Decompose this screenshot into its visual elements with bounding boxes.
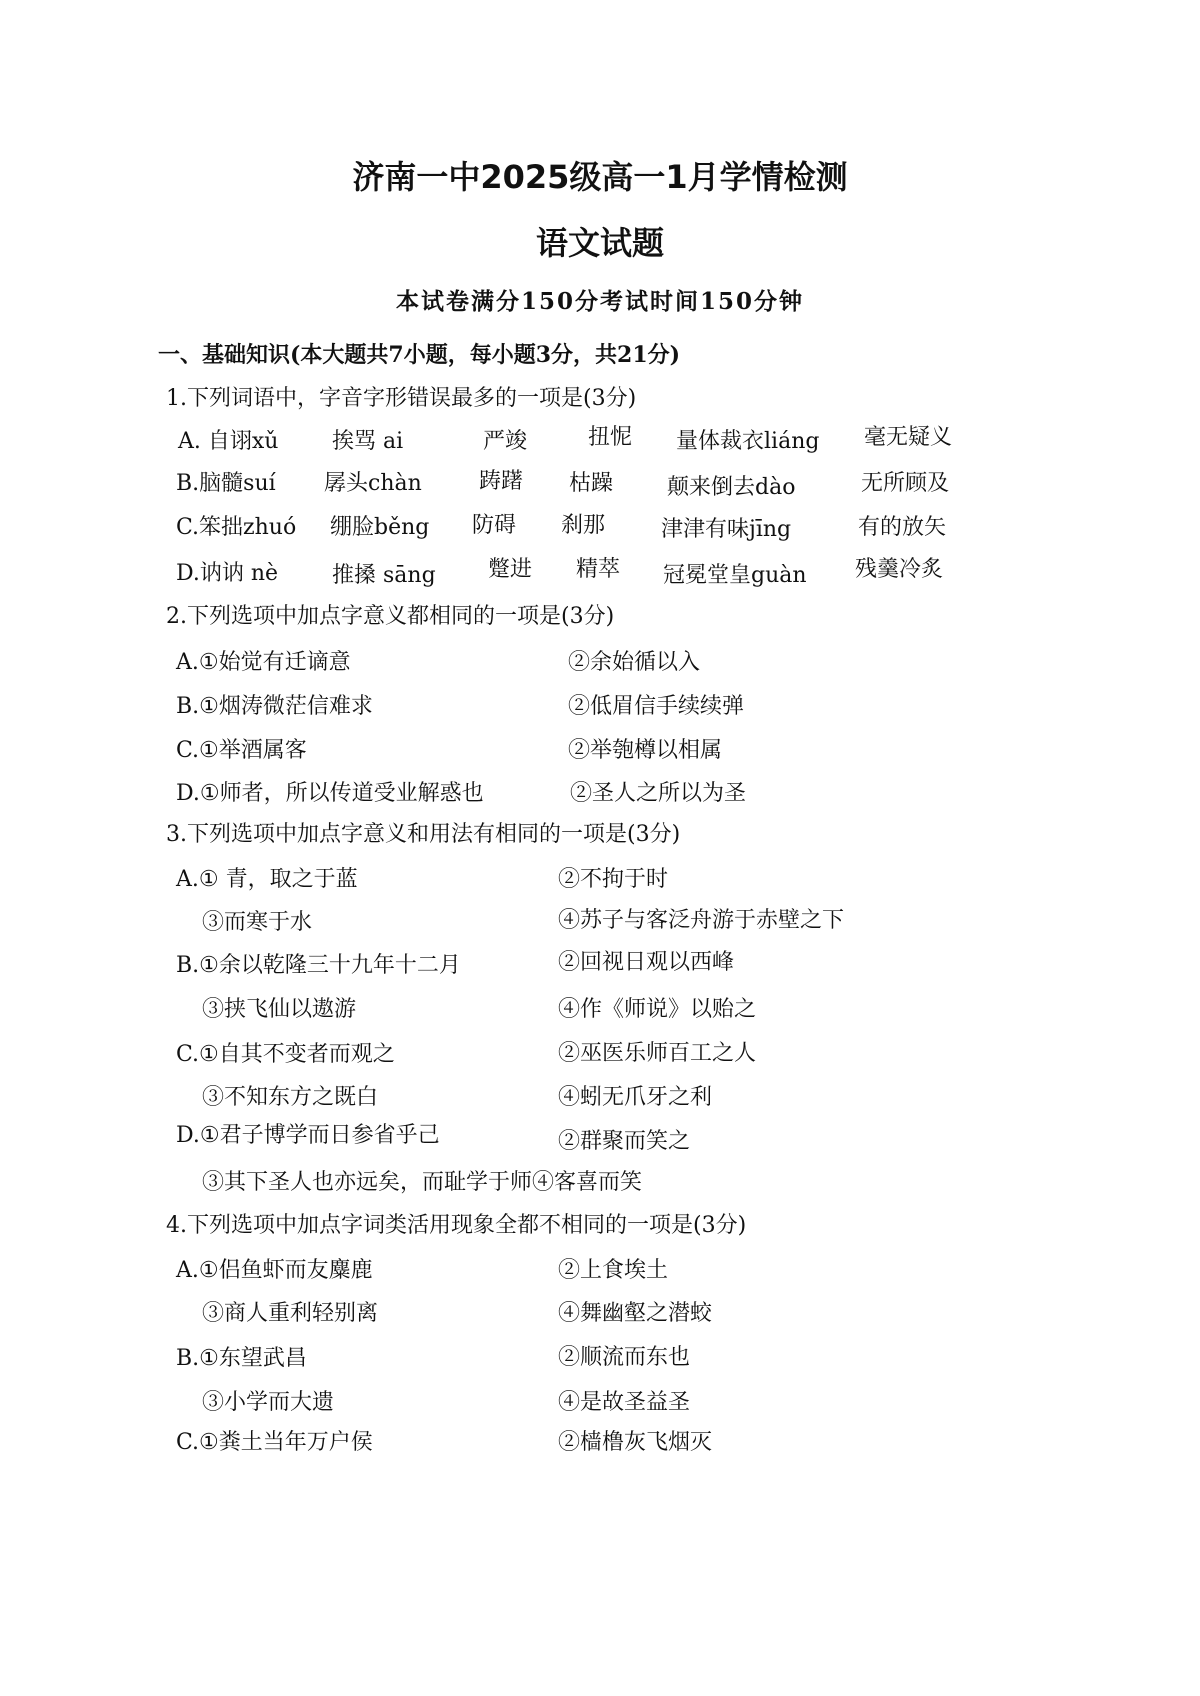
q1-option-b-word-1: B.脑髓suí: [176, 471, 276, 496]
q3-option-b-4: ④作《师说》以贻之: [558, 997, 757, 1022]
q1-option-b-word-3: 踌躇: [479, 469, 524, 494]
q4-option-b-3: ③小学而大遗: [202, 1390, 335, 1415]
q3-option-b-3: ③挟飞仙以遨游: [202, 997, 357, 1022]
q1-option-c-word-4: 刹那: [561, 513, 606, 538]
section-heading: 一、基础知识(本大题共7小题，每小题3分，共21分): [158, 342, 681, 368]
q1-option-c-word-3: 防碍: [472, 513, 517, 538]
q1-option-d-word-5: 冠冕堂皇guàn: [663, 563, 807, 588]
q1-option-d-word-3: 蹩进: [488, 557, 533, 582]
q4-option-a-2: ②上食埃土: [558, 1258, 669, 1283]
q3-option-a-1: A.① 青，取之于蓝: [176, 867, 358, 892]
question-4-stem: 4.下列选项中加点字词类活用现象全都不相同的一项是(3分): [166, 1213, 747, 1238]
q1-option-c-word-1: C.笨拙zhuó: [176, 515, 297, 540]
q4-option-b-1: B.①东望武昌: [176, 1346, 307, 1371]
q2-option-a-1: A.①始觉有迁谪意: [176, 650, 351, 675]
q1-option-c-word-6: 有的放矢: [858, 515, 947, 540]
q1-option-d-word-2: 推搡 sāng: [332, 563, 436, 588]
q4-option-a-3: ③商人重利轻别离: [202, 1301, 379, 1326]
q2-option-a-2: ②余始循以入: [568, 650, 701, 675]
q1-option-d-word-4: 精萃: [576, 557, 621, 582]
exam-title: 济南一中2025级高一1月学情检测: [352, 158, 848, 196]
q3-option-a-2: ②不拘于时: [558, 867, 669, 892]
q3-option-b-2: ②回视日观以西峰: [558, 950, 735, 975]
q4-option-c-1: C.①粪土当年万户侯: [176, 1430, 373, 1455]
q3-option-a-3: ③而寒于水: [202, 910, 313, 935]
question-2-stem: 2.下列选项中加点字意义都相同的一项是(3分): [166, 604, 615, 629]
q3-option-c-3: ③不知东方之既白: [202, 1085, 379, 1110]
q3-option-a-4: ④苏子与客泛舟游于赤壁之下: [558, 908, 845, 933]
q4-option-a-4: ④舞幽壑之潜蛟: [558, 1301, 713, 1326]
q1-option-d-word-1: D.讷讷 nè: [176, 561, 279, 586]
q1-option-c-word-2: 绷脸běng: [330, 515, 430, 540]
q4-option-b-4: ④是故圣益圣: [558, 1390, 691, 1415]
question-1-stem: 1.下列词语中，字音字形错误最多的一项是(3分): [166, 386, 637, 411]
q1-option-a-word-4: 扭怩: [588, 425, 633, 450]
q2-option-b-2: ②低眉信手续续弹: [568, 694, 745, 719]
q1-option-b-word-4: 枯躁: [569, 471, 614, 496]
q1-option-a-word-3: 严竣: [483, 429, 528, 454]
q2-option-d-1: D.①师者，所以传道受业解惑也: [176, 781, 484, 806]
q4-option-a-1: A.①侣鱼虾而友麋鹿: [176, 1258, 373, 1283]
q1-option-b-word-5: 颠来倒去dào: [667, 475, 796, 500]
question-3-stem: 3.下列选项中加点字意义和用法有相同的一项是(3分): [166, 822, 681, 847]
q2-option-d-2: ②圣人之所以为圣: [570, 781, 747, 806]
q3-option-b-1: B.①余以乾隆三十九年十二月: [176, 953, 461, 978]
q1-option-c-word-5: 津津有味jīng: [661, 517, 792, 542]
q3-option-c-4: ④蚓无爪牙之利: [558, 1085, 713, 1110]
q3-option-d-3: ③其下圣人也亦远矣，而耻学于师④客喜而笑: [202, 1170, 643, 1195]
q3-option-d-2: ②群聚而笑之: [558, 1129, 691, 1154]
q1-option-a-word-6: 毫无疑义: [864, 425, 953, 450]
q4-option-b-2: ②顺流而东也: [558, 1345, 691, 1370]
q1-option-a-word-1: A. 自诩xǔ: [178, 429, 279, 454]
q2-option-c-1: C.①举酒属客: [176, 738, 307, 763]
q4-option-c-2: ②樯橹灰飞烟灭: [558, 1430, 713, 1455]
q1-option-a-word-5: 量体裁衣liáng: [676, 429, 820, 454]
q3-option-c-1: C.①自其不变者而观之: [176, 1042, 395, 1067]
q1-option-a-word-2: 挨骂 ai: [332, 429, 404, 454]
q2-option-c-2: ②举匏樽以相属: [568, 738, 723, 763]
q3-option-d-1: D.①君子博学而日参省乎己: [176, 1123, 440, 1148]
q2-option-b-1: B.①烟涛微茫信难求: [176, 694, 373, 719]
exam-info: 本试卷满分150分考试时间150分钟: [395, 288, 805, 315]
exam-subject: 语文试题: [535, 224, 664, 262]
q3-option-c-2: ②巫医乐师百工之人: [558, 1041, 757, 1066]
q1-option-b-word-2: 孱头chàn: [324, 471, 422, 496]
q1-option-d-word-6: 残羹冷炙: [855, 557, 944, 582]
q1-option-b-word-6: 无所顾及: [861, 471, 950, 496]
